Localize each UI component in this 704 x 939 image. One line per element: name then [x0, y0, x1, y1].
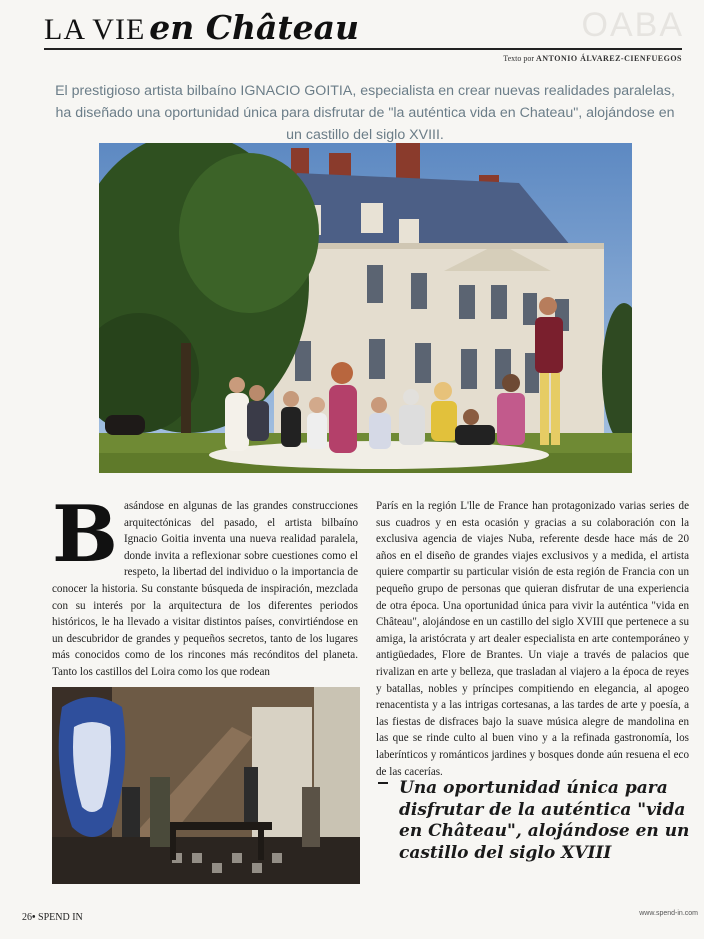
body-text-left: asándose en algunas de las grandes construcciones arquitectónicas del pasado, el artista bilbaíno Ignacio Goitia inventa una nueva realidad paralela, donde invita a reflexionar sobre cuestiones como el respeto, la libertad del individuo o la importancia de conocer la historia. Su constante búsqueda de inspiración, mezclada con su interés por la arquitectura de los diferentes periodos históricos, le ha llevado a visitar distintos países, convirtiéndose en un descubridor de grandes y pequeños secretos, tanto de los lugares más conocidos como de los rincones más recónditos del planeta. Tanto los castillos del Loira como los que rodean: [52, 500, 358, 678]
page-number: 26: [22, 912, 32, 923]
lead-paragraph: El prestigioso artista bilbaíno IGNACIO GOITIA, especialista en crear nuevas realidades paralelas, ha diseñado una oportunidad única para disfrutar de "la auténtica vida en Chateau", alojándose en un castillo del siglo XVIII.: [55, 83, 675, 143]
pull-quote: Una oportunidad única para disfrutar de la auténtica "vida en Château", alojándose en un castillo del siglo XVIII: [399, 778, 690, 863]
body-column-right: [376, 498, 689, 780]
page-folio: 26• SPEND IN: [22, 912, 83, 923]
interior-photo: [52, 687, 360, 884]
body-column-left: [52, 489, 358, 681]
watermark-text: OABA: [581, 6, 684, 44]
website-url[interactable]: www.spend-in.com: [639, 910, 698, 917]
headline: [44, 8, 359, 48]
magazine-name: SPEND IN: [38, 912, 83, 923]
drop-cap: B: [52, 489, 118, 580]
byline-author: ANTONIO ÁLVAREZ-CIENFUEGOS: [536, 54, 682, 63]
headline-caps: LA VIE: [44, 13, 146, 46]
headline-script: en Château: [149, 8, 360, 47]
pullquote-marker: [378, 782, 388, 784]
interior-photo-illustration: [52, 687, 360, 884]
hero-photo-illustration: [99, 143, 632, 473]
header-rule: [44, 48, 682, 50]
hero-photo-chateau: [99, 143, 632, 473]
body-text-right: París en la región L'lle de France han protagonizado varias series de sus cuadros y en esta ocasión y gracias a su colaboración con la exclusiva agencia de viajes Nuba, referente desde hace más de 20 años en el diseño de grandes viajes exclusivos y a medida, el artista quiere compartir su particular visión de esta región de Francia con un pequeño grupo de personas que quieran disfrutar de una experiencia de otra época. Una oportunidad única para vivir la auténtica "vida en Château", alojándose en un castillo del siglo XVIII que pertenece a su amiga, la aristócrata y art dealer especialista en arte contemporáneo y antigüedades, Flore de Brantes. Un viaje a través de palacios que rivalizan en arte y belleza, que trasladan al viajero a la época de reyes y batallas, nobles y príncipes compitiendo en elegancia, al apogeo renacentista y a las intrigas cortesanas, a las tardes de arte y poesía, a las fiestas de disfraces bajo la suave música alegre de mandolina en las que se rinde culto al buen vino y a la refinada gastronomía, los laberínticos y románticos jardines y bosques donde aún resuena el eco de las cacerías.: [376, 500, 689, 778]
byline: [503, 54, 682, 63]
byline-prefix: Texto por: [503, 54, 534, 63]
